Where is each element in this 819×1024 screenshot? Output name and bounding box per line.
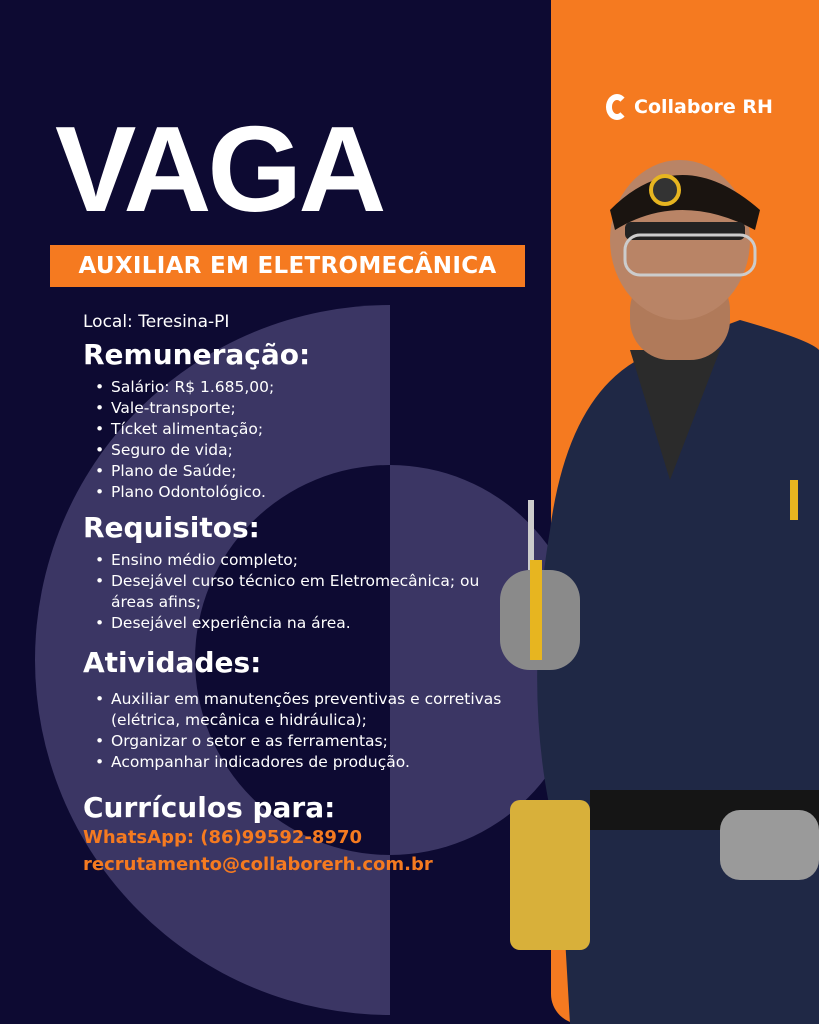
requisitos-list	[91, 550, 491, 634]
job-details	[83, 312, 543, 878]
list-item: • Vale-transporte;	[91, 398, 543, 419]
list-item: • Organizar o setor e as ferramentas;	[91, 731, 531, 752]
remuneracao-list	[91, 377, 543, 503]
whatsapp-contact[interactable]: WhatsApp: (86)99592-8970	[83, 827, 362, 848]
list-item: • Auxiliar em manutenções preventivas e corretivas (elétrica, mecânica e hidráulica);	[91, 689, 531, 731]
list-item: • Desejável experiência na área.	[91, 613, 491, 634]
list-item: • Salário: R$ 1.685,00;	[91, 377, 543, 398]
list-item: • Plano Odontológico.	[91, 482, 543, 503]
location: Local: Teresina-PI	[83, 312, 230, 332]
list-item: • Tícket alimentação;	[91, 419, 543, 440]
list-item: • Ensino médio completo;	[91, 550, 491, 571]
email-contact[interactable]: recrutamento@collaborerh.com.br	[83, 854, 433, 875]
requisitos-heading: Requisitos:	[83, 511, 260, 544]
position-banner: AUXILIAR EM ELETROMECÂNICA	[50, 245, 525, 287]
list-item: • Acompanhar indicadores de produção.	[91, 752, 531, 773]
list-item: • Plano de Saúde;	[91, 461, 543, 482]
brand-logo	[606, 94, 773, 120]
logo-icon	[606, 94, 628, 120]
page-title: VAGA	[55, 101, 383, 237]
brand-name: Collabore RH	[634, 96, 773, 118]
atividades-heading: Atividades:	[83, 646, 262, 679]
curriculos-heading: Currículos para:	[83, 791, 336, 824]
list-item: • Seguro de vida;	[91, 440, 543, 461]
list-item: • Desejável curso técnico em Eletromecânica; ou áreas afins;	[91, 571, 491, 613]
atividades-list	[91, 689, 531, 773]
remuneracao-heading: Remuneração:	[83, 338, 311, 371]
